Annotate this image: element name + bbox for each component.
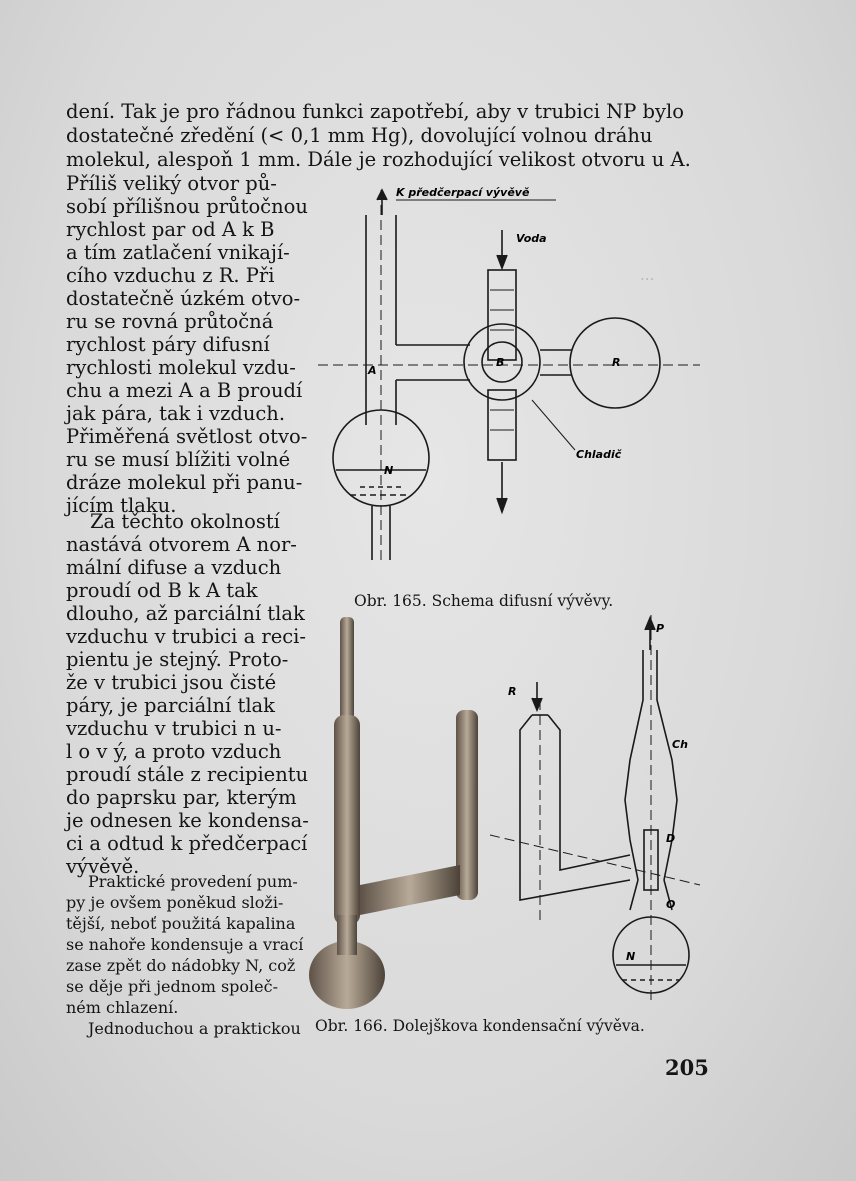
label-Ch: Ch [672, 738, 688, 751]
label-R-166: R [508, 685, 517, 698]
label-N-166: N [626, 950, 636, 963]
small-line-42: Jednoduchou a praktickou [88, 1019, 301, 1038]
glass-pump-illustration [309, 617, 478, 1009]
col-line-30: proudí stále z recipientu [66, 763, 309, 786]
label-B: B [496, 356, 505, 369]
small-line-39: zase zpět do nádobky N, což [66, 956, 296, 975]
text-line-3 [66, 148, 706, 171]
col-line-18: jícím tlaku. [66, 494, 177, 517]
col-line-26: že v trubici jsou čisté [66, 671, 277, 694]
label-D: D [666, 832, 676, 845]
col-line-31: do paprsku par, kterým [66, 786, 297, 809]
col-line-15: Přiměřená světlost otvo- [66, 425, 308, 448]
label-cooler: Chladič [576, 448, 622, 461]
col-line-24: vzduchu v trubici a reci- [66, 625, 307, 648]
col-line-9: dostatečně úzkém otvo- [66, 287, 301, 310]
col-line-23: dlouho, až parciální tlak [66, 602, 305, 625]
col-line-22: proudí od B k A tak [66, 579, 258, 602]
col-line-5: sobí přílišnou průtočnou [66, 195, 308, 218]
col-line-14: jak pára, tak i vzduch. [66, 402, 286, 425]
small-line-41: ném chlazení. [66, 998, 179, 1017]
label-pre-pump: K předčerpací vývěvě [396, 186, 530, 199]
figure-166-photo [300, 615, 500, 1015]
col-line-25: pientu je stejný. Proto- [66, 648, 289, 671]
col-line-4: Příliš veliký otvor pů- [66, 172, 277, 195]
text-line-2-content: dostatečné zředění (< 0,1 mm Hg), dovolující volnou dráhu [66, 124, 653, 147]
col-line-27: páry, je parciální tlak [66, 694, 275, 717]
text-line-1-content: dení. Tak je pro řádnou funkci zapotřebí, aby v trubici NP bylo [66, 100, 684, 123]
col-line-29: l o v ý, a proto vzduch [66, 740, 282, 763]
small-line-35: Praktické provedení pum- [88, 872, 298, 891]
col-line-33: ci a odtud k předčerpací [66, 832, 308, 855]
col-line-10: ru se rovná průtočná [66, 310, 274, 333]
col-line-7: a tím zatlačení vnikají- [66, 241, 290, 264]
label-R: R [612, 356, 621, 369]
col-line-19: Za těchto okolností [90, 510, 280, 533]
text-line-3-content: molekul, alespoň 1 mm. Dále je rozhodující velikost otvoru u A. [66, 148, 691, 171]
small-line-38: se nahoře kondensuje a vrací [66, 935, 304, 954]
col-line-8: cího vzduchu z R. Při [66, 264, 275, 287]
small-line-37: tější, neboť použitá kapalina [66, 914, 296, 933]
label-P: P [656, 622, 665, 635]
col-line-28: vzduchu v trubici n u- [66, 717, 282, 740]
small-line-40: se děje při jednom společ- [66, 977, 278, 996]
col-line-12: rychlosti molekul vzdu- [66, 356, 296, 379]
bleed-through: ··· [640, 270, 655, 288]
col-line-11: rychlost páry difusní [66, 333, 270, 356]
col-line-6: rychlost par od A k B [66, 218, 275, 241]
col-line-20: nastává otvorem A nor- [66, 533, 297, 556]
figure-166-diagram [480, 610, 710, 1010]
label-N: N [384, 464, 394, 477]
figure-165-caption: Obr. 165. Schema difusní vývěvy. [354, 592, 614, 610]
text-line-1 [66, 100, 706, 123]
label-O: O [666, 898, 676, 911]
col-line-34: vývěvě. [66, 855, 140, 878]
text-line-2 [66, 124, 706, 147]
figure-166-caption: Obr. 166. Dolejškova kondensační vývěva. [315, 1017, 645, 1035]
col-line-16: ru se musí blížiti volné [66, 448, 291, 471]
col-line-17: dráze molekul při panu- [66, 471, 303, 494]
col-line-21: mální difuse a vzduch [66, 556, 282, 579]
label-A: A [368, 364, 377, 377]
col-line-32: je odnesen ke kondensa- [66, 809, 309, 832]
small-line-36: py je ovšem poněkud složi- [66, 893, 284, 912]
col-line-13: chu a mezi A a B proudí [66, 379, 303, 402]
label-water: Voda [516, 232, 547, 245]
page-number: 205 [665, 1055, 709, 1080]
figure-165-diagram [310, 170, 710, 580]
